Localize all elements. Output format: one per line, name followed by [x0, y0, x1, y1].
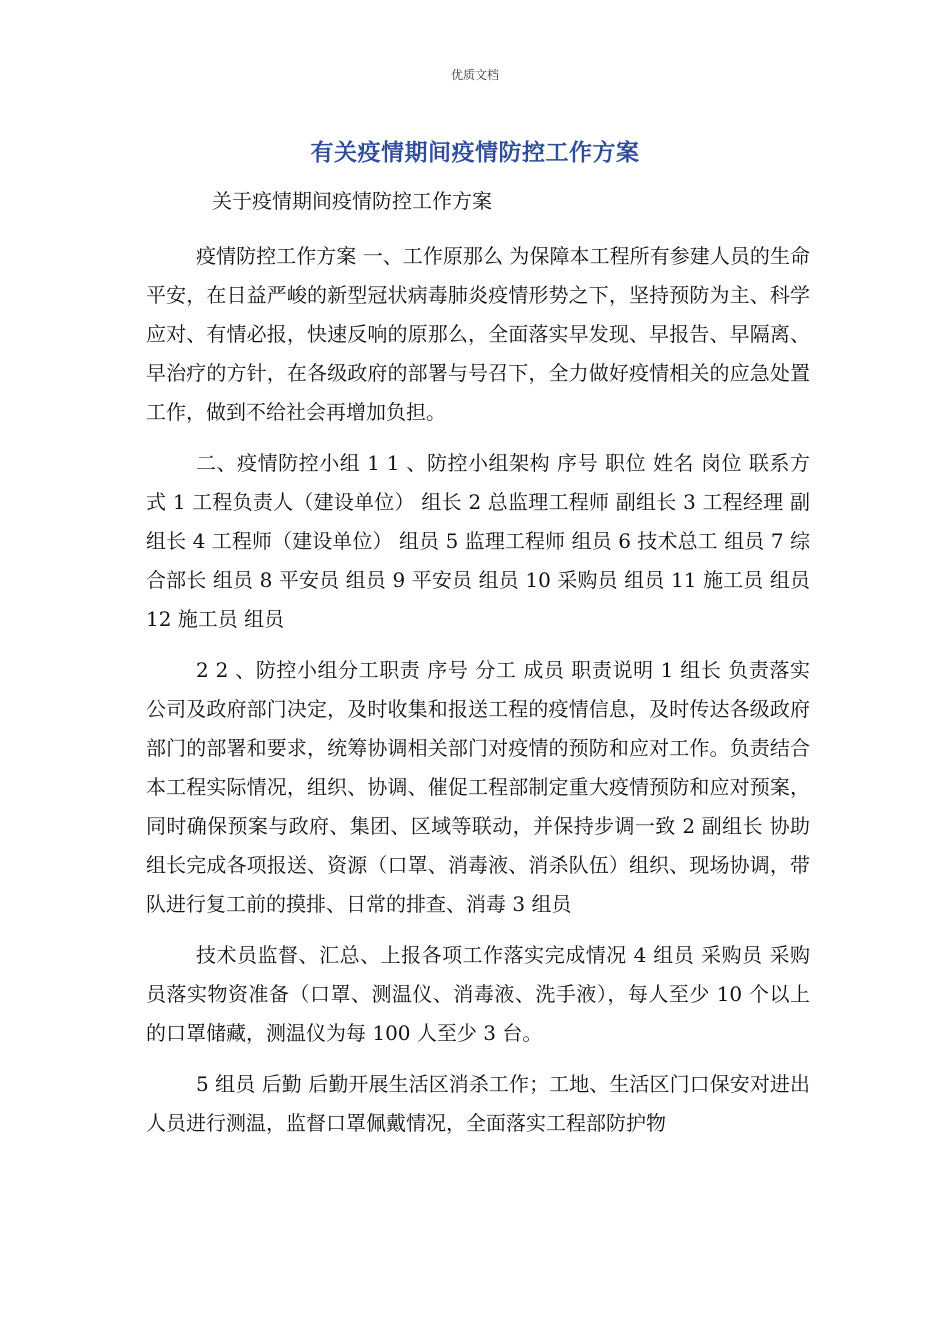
- page-header-label: 优质文档: [450, 68, 499, 82]
- document-subtitle: 关于疫情期间疫情防控工作方案: [212, 189, 492, 213]
- paragraph-team-structure: 二、疫情防控小组 1 1 、防控小组架构 序号 职位 姓名 岗位 联系方式 1 工程负责人（建设单位） 组长 2 总监理工程师 副组长 3 工程经理 副组长 4 工程师（建设单位） 组员 5 监理工程师 组员 6 技术总工 组员 7 综合部长 组员 8 平安员 组员 9 平安员 组员 10 采购员 组员 11 施工员 组员 12 施工员 组员: [146, 451, 810, 631]
- document-title: 有关疫情期间疫情防控工作方案: [310, 140, 640, 166]
- paragraph-logistics: 5 组员 后勤 后勤开展生活区消杀工作；工地、生活区门口保安对进出人员进行测温，监督口罩佩戴情况，全面落实工程部防护物: [146, 1072, 810, 1135]
- paragraph-principles: 疫情防控工作方案 一、工作原那么 为保障本工程所有参建人员的生命平安，在日益严峻的新型冠状病毒肺炎疫情形势之下，坚持预防为主、科学应对、有情必报，快速反响的原那么，全面落实早发现、早报告、早隔离、早治疗的方针，在各级政府的部署与号召下，全力做好疫情相关的应急处置工作，做到不给社会再增加负担。: [146, 244, 810, 424]
- document-body: [146, 182, 810, 1155]
- paragraph-procurement: 技术员监督、汇总、上报各项工作落实完成情况 4 组员 采购员 采购员落实物资准备（口罩、测温仪、消毒液、洗手液），每人至少 10 个以上的口罩储藏，测温仪为每 100 人至少 3 台。: [146, 943, 810, 1045]
- paragraph-team-duties: 2 2 、防控小组分工职责 序号 分工 成员 职责说明 1 组长 负责落实公司及政府部门决定，及时收集和报送工程的疫情信息，及时传达各级政府部门的部署和要求，统筹协调相关部门对疫情的预防和应对工作。负责结合本工程实际情况，组织、协调、催促工程部制定重大疫情预防和应对预案，同时确保预案与政府、集团、区域等联动，并保持步调一致 2 副组长 协助组长完成各项报送、资源（口罩、消毒液、消杀队伍）组织、现场协调，带队进行复工前的摸排、日常的排查、消毒 3 组员: [146, 658, 810, 916]
